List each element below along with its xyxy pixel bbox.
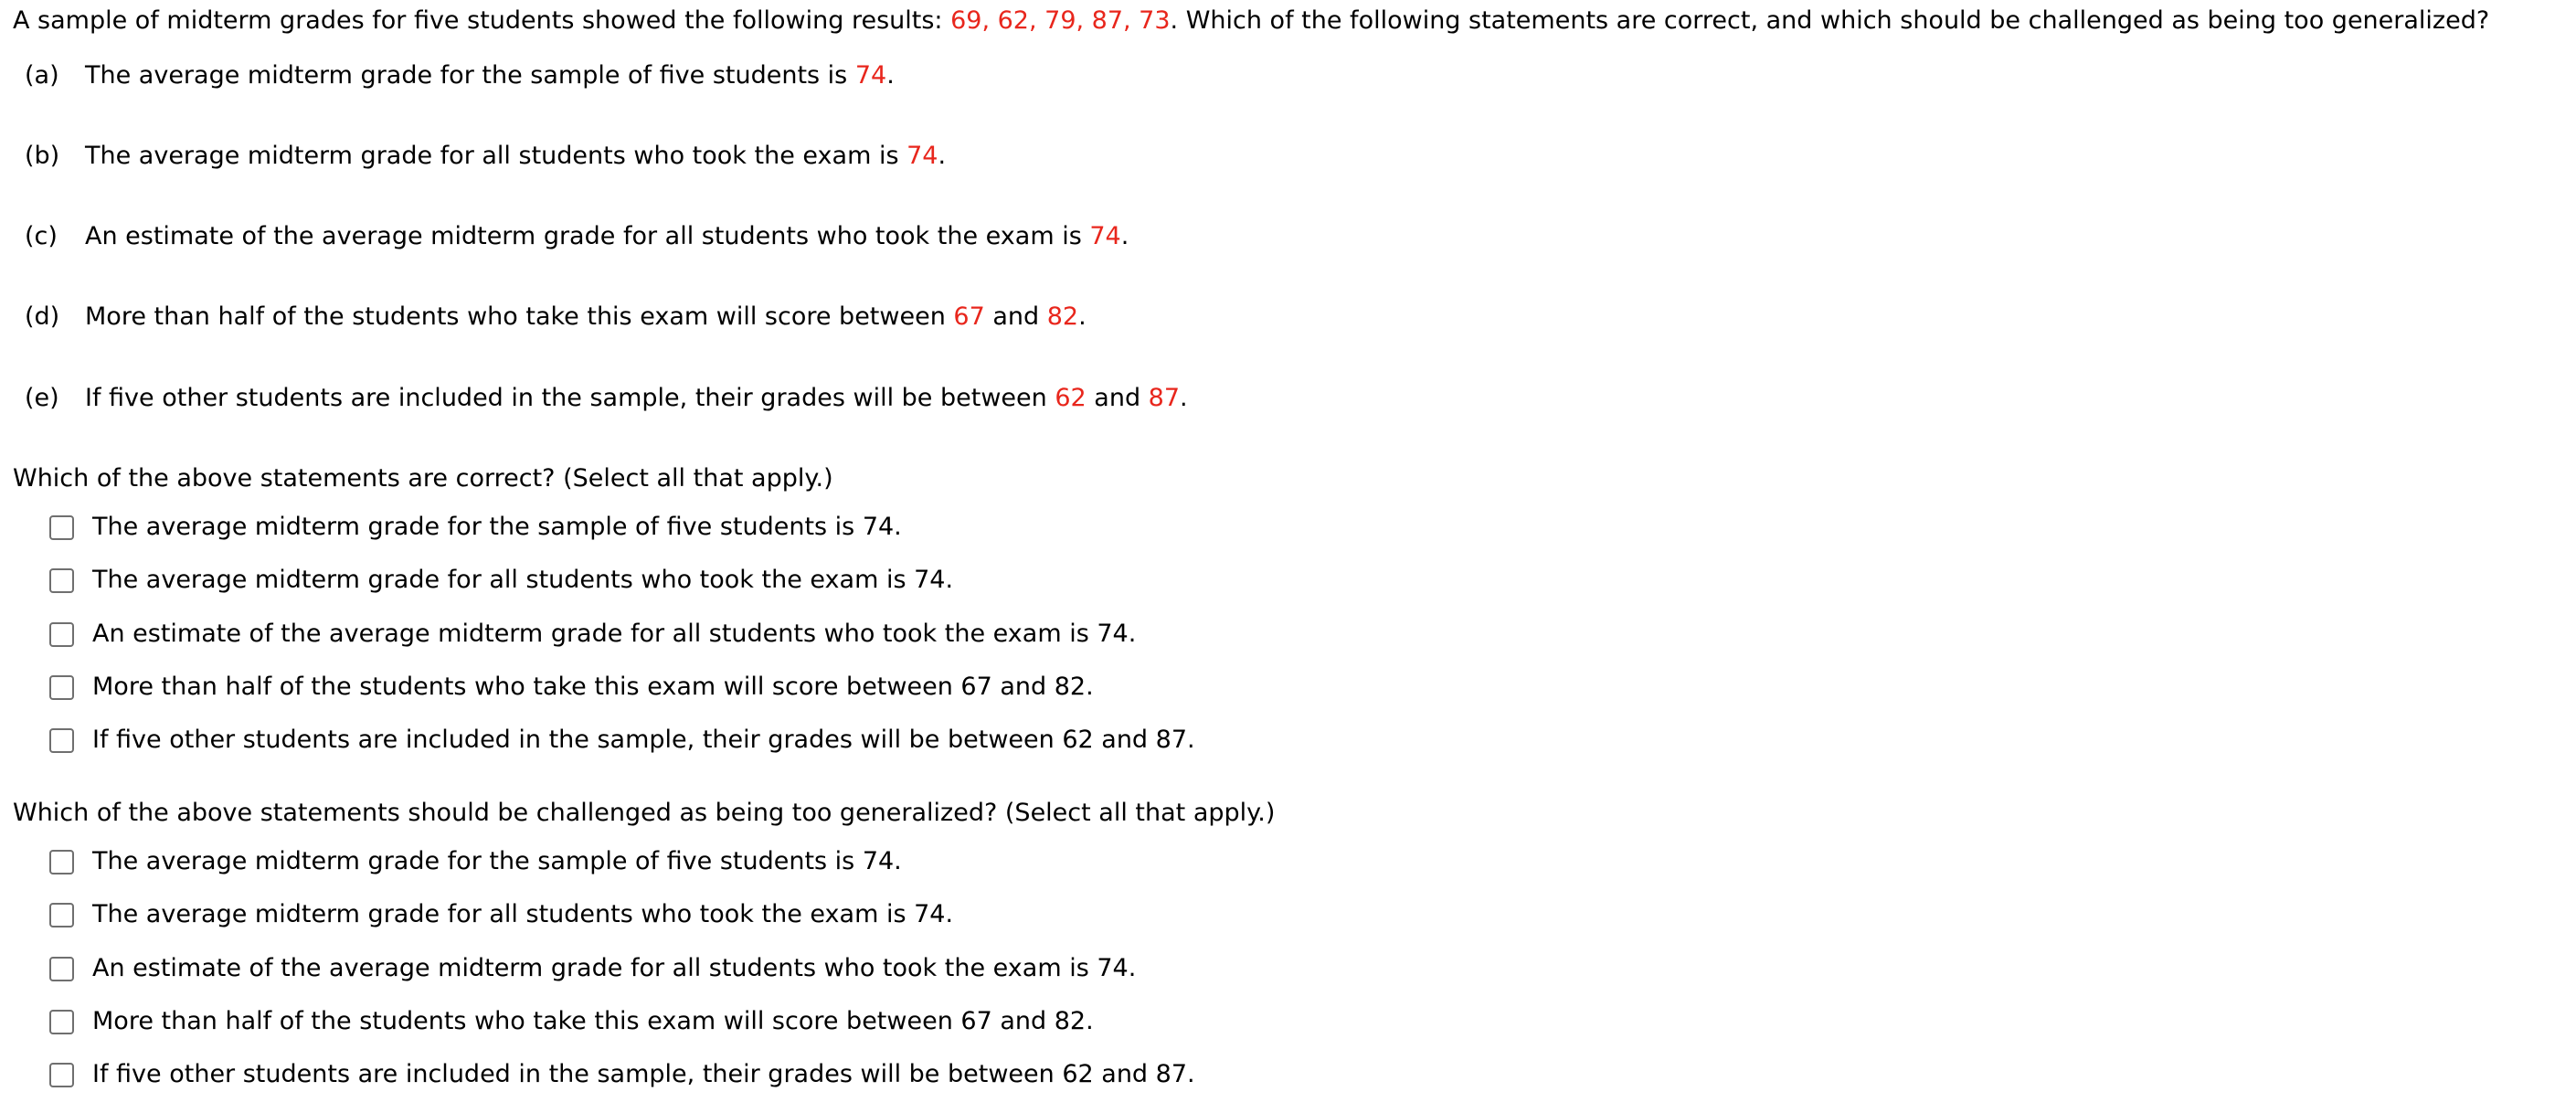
problem-intro [13, 4, 2489, 38]
checkbox[interactable] [49, 1063, 74, 1087]
option-label: An estimate of the average midterm grade for all students who took the exam is 74. [92, 620, 1137, 648]
statement-value: 74 [906, 142, 938, 170]
generalized-option-d[interactable] [49, 1004, 1094, 1039]
statement-letter: (d) [25, 302, 60, 331]
statement-letter: (c) [25, 222, 58, 250]
checkbox[interactable] [49, 622, 74, 647]
statement-end: . [938, 142, 947, 170]
option-label: The average midterm grade for the sample of five students is 74. [92, 513, 902, 541]
option-label: An estimate of the average midterm grade for all students who took the exam is 74. [92, 954, 1137, 982]
statement-c [25, 219, 1129, 254]
option-label: The average midterm grade for all students who took the exam is 74. [92, 566, 954, 594]
generalized-option-b[interactable] [49, 897, 953, 932]
statement-value: 74 [1089, 222, 1121, 250]
correct-option-e[interactable] [49, 723, 1195, 758]
generalized-option-c[interactable] [49, 951, 1136, 986]
option-label: More than half of the students who take this exam will score between 67 and 82. [92, 673, 1094, 701]
option-label: The average midterm grade for all students who took the exam is 74. [92, 900, 954, 928]
correct-option-a[interactable] [49, 510, 902, 545]
statement-end: . [1180, 384, 1188, 412]
grade-values: 69, 62, 79, 87, 73 [950, 6, 1171, 35]
statement-e [25, 381, 1188, 416]
statement-a [25, 58, 895, 93]
statement-text: The average midterm grade for all students who took the exam is [85, 142, 907, 170]
checkbox[interactable] [49, 850, 74, 874]
statement-end: . [886, 61, 895, 90]
correct-option-b[interactable] [49, 563, 953, 598]
statement-d [25, 300, 1087, 334]
intro-question-text: . Which of the following statements are correct, and which should be challenged as being too generalized? [1170, 6, 2490, 35]
statement-value: 82 [1046, 302, 1079, 331]
checkbox[interactable] [49, 957, 74, 981]
checkbox[interactable] [49, 1010, 74, 1034]
statement-letter: (b) [25, 142, 60, 170]
checkbox[interactable] [49, 728, 74, 753]
correct-option-d[interactable] [49, 670, 1094, 705]
statement-value: 87 [1148, 384, 1181, 412]
statement-value: 67 [953, 302, 985, 331]
checkbox[interactable] [49, 675, 74, 700]
option-label: More than half of the students who take this exam will score between 67 and 82. [92, 1007, 1094, 1035]
question-correct-prompt: Which of the above statements are correct? (Select all that apply.) [13, 464, 833, 493]
option-label: The average midterm grade for the sample of five students is 74. [92, 847, 902, 875]
statement-conjunction: and [984, 302, 1047, 331]
statement-value: 62 [1055, 384, 1087, 412]
correct-option-c[interactable] [49, 617, 1136, 652]
checkbox[interactable] [49, 903, 74, 928]
generalized-option-a[interactable] [49, 844, 902, 879]
statement-text: If five other students are included in the sample, their grades will be between [85, 384, 1055, 412]
statement-text: An estimate of the average midterm grade for all students who took the exam is [85, 222, 1090, 250]
statement-text: More than half of the students who take this exam will score between [85, 302, 954, 331]
option-label: If five other students are included in the sample, their grades will be between 62 and 87. [92, 1060, 1195, 1088]
checkbox[interactable] [49, 515, 74, 540]
statement-value: 74 [854, 61, 887, 90]
statement-end: . [1120, 222, 1129, 250]
question-generalized-prompt: Which of the above statements should be challenged as being too generalized? (Select all that apply.) [13, 799, 1276, 827]
option-label: If five other students are included in the sample, their grades will be between 62 and 87. [92, 726, 1195, 754]
statement-text: The average midterm grade for the sample of five students is [85, 61, 855, 90]
intro-text: A sample of midterm grades for five students showed the following results: [13, 6, 951, 35]
checkbox[interactable] [49, 568, 74, 593]
statement-conjunction: and [1086, 384, 1149, 412]
statement-b [25, 139, 946, 174]
generalized-option-e[interactable] [49, 1057, 1195, 1092]
statement-letter: (a) [25, 61, 59, 90]
statement-letter: (e) [25, 384, 59, 412]
statement-end: . [1078, 302, 1087, 331]
